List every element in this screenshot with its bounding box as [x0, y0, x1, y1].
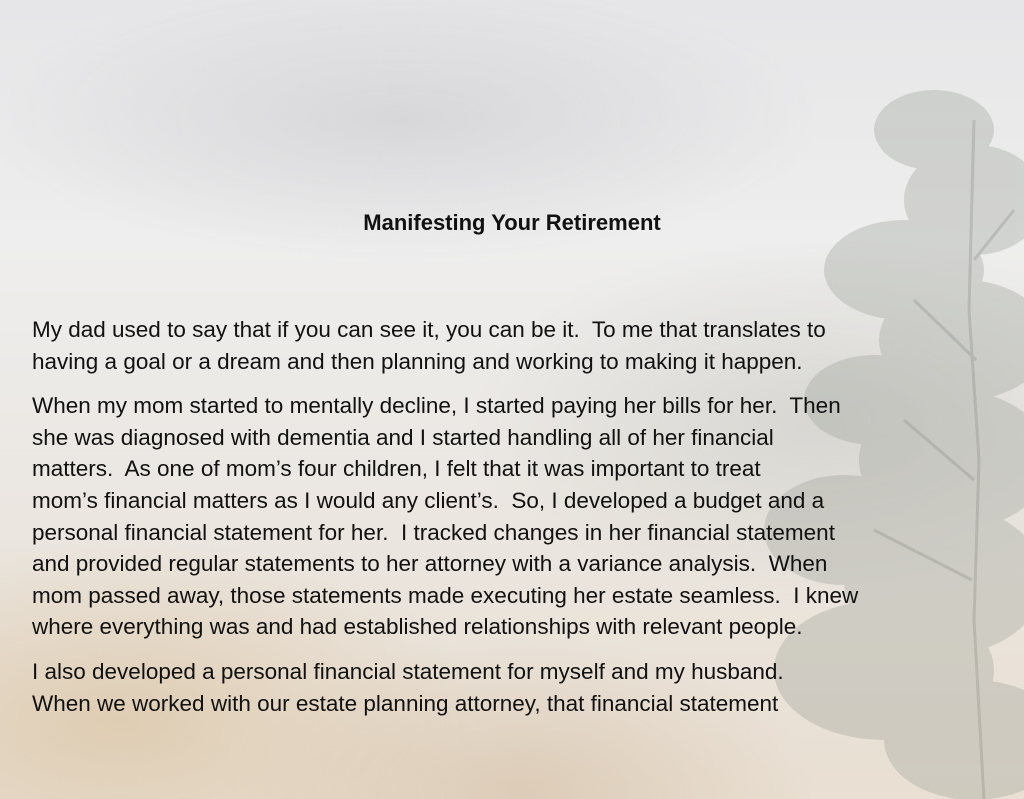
text-line: matters. As one of mom’s four children, I felt that it was important to treat	[32, 456, 761, 482]
text-line: I also developed a personal financial statement for myself and my husband.	[32, 658, 784, 684]
text-line: My dad used to say that if you can see it, you can be it. To me that translates to	[32, 317, 826, 342]
paragraph-2	[32, 390, 1004, 643]
text-line: she was diagnosed with dementia and I started handling all of her financial	[32, 424, 774, 450]
text-line: mom’s financial matters as I would any client’s. So, I developed a budget and a	[32, 487, 825, 513]
paragraph-3	[32, 656, 1004, 719]
text-line: When we worked with our estate planning attorney, that financial statement	[32, 690, 779, 716]
text-line: When my mom started to mentally decline, I started paying her bills for her. Then	[32, 393, 841, 419]
document-body	[32, 314, 1004, 732]
text-line: personal financial statement for her. I tracked changes in her financial statement	[32, 519, 835, 545]
document-title: Manifesting Your Retirement	[363, 210, 661, 235]
text-line: and provided regular statements to her attorney with a variance analysis. When	[32, 551, 828, 577]
text-line: where everything was and had established relationships with relevant people.	[32, 614, 803, 640]
paragraph-1	[32, 314, 1004, 377]
text-line: mom passed away, those statements made executing her estate seamless. I knew	[32, 582, 859, 608]
text-line: having a goal or a dream and then planning and working to making it happen.	[32, 348, 803, 374]
